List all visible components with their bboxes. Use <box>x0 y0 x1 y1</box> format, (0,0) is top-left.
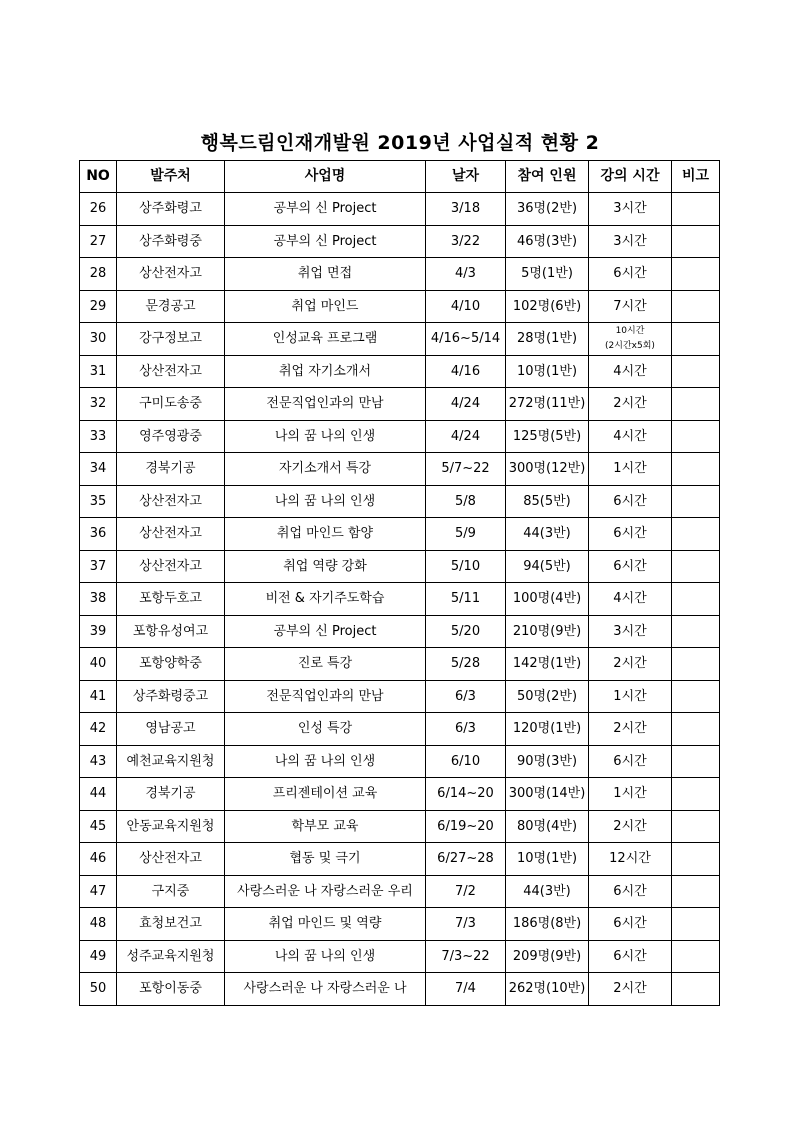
cell-participants: 44(3반) <box>506 875 589 908</box>
cell-participants: 46명(3반) <box>506 225 589 258</box>
table-row <box>80 355 720 388</box>
cell-client: 포항두호고 <box>117 583 225 616</box>
table-row <box>80 453 720 486</box>
cell-note <box>672 810 720 843</box>
cell-hours: 6시간 <box>589 550 672 583</box>
cell-note <box>672 745 720 778</box>
cell-participants: 80명(4반) <box>506 810 589 843</box>
cell-date: 6/27~28 <box>426 843 506 876</box>
cell-date: 7/3 <box>426 908 506 941</box>
cell-hours: 6시간 <box>589 258 672 291</box>
cell-participants: 36명(2반) <box>506 193 589 226</box>
cell-hours: 7시간 <box>589 290 672 323</box>
cell-project: 전문직업인과의 만남 <box>225 388 426 421</box>
cell-client: 경북기공 <box>117 453 225 486</box>
cell-participants: 125명(5반) <box>506 420 589 453</box>
hours-detail: (2시간x5회) <box>605 340 655 351</box>
cell-note <box>672 778 720 811</box>
cell-note <box>672 225 720 258</box>
cell-project: 공부의 신 Project <box>225 193 426 226</box>
cell-note <box>672 680 720 713</box>
header-client: 발주처 <box>117 161 225 193</box>
cell-client: 상산전자고 <box>117 550 225 583</box>
cell-client: 문경공고 <box>117 290 225 323</box>
cell-participants: 120명(1반) <box>506 713 589 746</box>
cell-participants: 186명(8반) <box>506 908 589 941</box>
cell-project: 취업 마인드 <box>225 290 426 323</box>
table-row <box>80 778 720 811</box>
cell-hours: 2시간 <box>589 973 672 1006</box>
cell-no: 42 <box>80 713 117 746</box>
cell-hours: 6시간 <box>589 940 672 973</box>
cell-project: 프리젠테이션 교육 <box>225 778 426 811</box>
cell-project: 인성 특강 <box>225 713 426 746</box>
table-row <box>80 810 720 843</box>
cell-hours: 3시간 <box>589 225 672 258</box>
cell-note <box>672 518 720 551</box>
cell-project: 나의 꿈 나의 인생 <box>225 420 426 453</box>
cell-note <box>672 908 720 941</box>
table-row <box>80 550 720 583</box>
cell-participants: 44(3반) <box>506 518 589 551</box>
hours-main: 10시간 <box>615 325 645 336</box>
cell-note <box>672 615 720 648</box>
cell-no: 28 <box>80 258 117 291</box>
cell-note <box>672 875 720 908</box>
cell-no: 50 <box>80 973 117 1006</box>
cell-no: 33 <box>80 420 117 453</box>
cell-no: 27 <box>80 225 117 258</box>
cell-date: 6/14~20 <box>426 778 506 811</box>
cell-client: 효청보건고 <box>117 908 225 941</box>
cell-hours: 4시간 <box>589 355 672 388</box>
cell-project: 자기소개서 특강 <box>225 453 426 486</box>
header-no: NO <box>80 161 117 193</box>
cell-date: 7/3~22 <box>426 940 506 973</box>
cell-no: 35 <box>80 485 117 518</box>
cell-date: 4/24 <box>426 388 506 421</box>
table-row <box>80 583 720 616</box>
cell-participants: 142명(1반) <box>506 648 589 681</box>
cell-hours: 4시간 <box>589 583 672 616</box>
cell-participants: 90명(3반) <box>506 745 589 778</box>
cell-note <box>672 843 720 876</box>
cell-date: 5/10 <box>426 550 506 583</box>
cell-project: 나의 꿈 나의 인생 <box>225 940 426 973</box>
cell-hours: 1시간 <box>589 453 672 486</box>
table-row <box>80 388 720 421</box>
cell-project: 진로 특강 <box>225 648 426 681</box>
cell-project: 나의 꿈 나의 인생 <box>225 485 426 518</box>
cell-client: 상주화령중고 <box>117 680 225 713</box>
cell-note <box>672 388 720 421</box>
table-row <box>80 193 720 226</box>
cell-no: 44 <box>80 778 117 811</box>
cell-note <box>672 323 720 356</box>
cell-no: 34 <box>80 453 117 486</box>
cell-client: 예천교육지원청 <box>117 745 225 778</box>
cell-no: 30 <box>80 323 117 356</box>
cell-note <box>672 355 720 388</box>
header-row <box>80 161 720 193</box>
table-row <box>80 485 720 518</box>
cell-client: 상산전자고 <box>117 843 225 876</box>
cell-no: 40 <box>80 648 117 681</box>
cell-project: 인성교육 프로그램 <box>225 323 426 356</box>
cell-no: 41 <box>80 680 117 713</box>
cell-client: 상산전자고 <box>117 485 225 518</box>
cell-project: 나의 꿈 나의 인생 <box>225 745 426 778</box>
cell-hours: 1시간 <box>589 680 672 713</box>
cell-client: 구지중 <box>117 875 225 908</box>
cell-date: 4/16~5/14 <box>426 323 506 356</box>
table-row <box>80 420 720 453</box>
cell-participants: 85(5반) <box>506 485 589 518</box>
cell-note <box>672 485 720 518</box>
table-row <box>80 258 720 291</box>
cell-no: 32 <box>80 388 117 421</box>
cell-participants: 5명(1반) <box>506 258 589 291</box>
cell-client: 강구정보고 <box>117 323 225 356</box>
cell-date: 5/20 <box>426 615 506 648</box>
cell-hours: 4시간 <box>589 420 672 453</box>
cell-project: 공부의 신 Project <box>225 615 426 648</box>
table-row <box>80 518 720 551</box>
cell-date: 5/28 <box>426 648 506 681</box>
cell-note <box>672 648 720 681</box>
cell-hours: 3시간 <box>589 615 672 648</box>
cell-hours: 6시간 <box>589 745 672 778</box>
table-row <box>80 875 720 908</box>
cell-participants: 28명(1반) <box>506 323 589 356</box>
performance-table <box>79 160 720 1006</box>
cell-hours <box>589 323 672 356</box>
cell-participants: 10명(1반) <box>506 843 589 876</box>
cell-project: 취업 자기소개서 <box>225 355 426 388</box>
cell-hours: 3시간 <box>589 193 672 226</box>
cell-hours: 6시간 <box>589 908 672 941</box>
cell-date: 4/16 <box>426 355 506 388</box>
cell-date: 4/3 <box>426 258 506 291</box>
cell-no: 47 <box>80 875 117 908</box>
cell-participants: 262명(10반) <box>506 973 589 1006</box>
cell-no: 49 <box>80 940 117 973</box>
cell-participants: 50명(2반) <box>506 680 589 713</box>
cell-client: 포항양학중 <box>117 648 225 681</box>
table-row <box>80 225 720 258</box>
header-participants: 참여 인원 <box>506 161 589 193</box>
header-date: 날자 <box>426 161 506 193</box>
cell-client: 성주교육지원청 <box>117 940 225 973</box>
table-row <box>80 680 720 713</box>
table-row <box>80 323 720 356</box>
cell-project: 취업 면접 <box>225 258 426 291</box>
table-row <box>80 908 720 941</box>
table-row <box>80 615 720 648</box>
cell-project: 학부모 교육 <box>225 810 426 843</box>
cell-client: 구미도송중 <box>117 388 225 421</box>
table-row <box>80 745 720 778</box>
cell-no: 48 <box>80 908 117 941</box>
cell-no: 26 <box>80 193 117 226</box>
cell-hours: 2시간 <box>589 810 672 843</box>
table-row <box>80 940 720 973</box>
cell-note <box>672 713 720 746</box>
cell-note <box>672 453 720 486</box>
cell-no: 46 <box>80 843 117 876</box>
table-row <box>80 713 720 746</box>
cell-project: 사랑스러운 나 자랑스러운 우리 <box>225 875 426 908</box>
cell-participants: 300명(14반) <box>506 778 589 811</box>
cell-hours: 2시간 <box>589 388 672 421</box>
cell-project: 취업 마인드 함양 <box>225 518 426 551</box>
cell-participants: 10명(1반) <box>506 355 589 388</box>
cell-client: 상산전자고 <box>117 518 225 551</box>
cell-date: 5/7~22 <box>426 453 506 486</box>
cell-date: 6/19~20 <box>426 810 506 843</box>
table-row <box>80 973 720 1006</box>
cell-date: 6/10 <box>426 745 506 778</box>
cell-project: 협동 및 극기 <box>225 843 426 876</box>
cell-date: 7/4 <box>426 973 506 1006</box>
cell-client: 영남공고 <box>117 713 225 746</box>
cell-note <box>672 258 720 291</box>
cell-date: 3/18 <box>426 193 506 226</box>
cell-project: 전문직업인과의 만남 <box>225 680 426 713</box>
cell-hours: 12시간 <box>589 843 672 876</box>
cell-project: 비전 & 자기주도학습 <box>225 583 426 616</box>
cell-project: 공부의 신 Project <box>225 225 426 258</box>
cell-participants: 300명(12반) <box>506 453 589 486</box>
cell-client: 포항이동중 <box>117 973 225 1006</box>
cell-note <box>672 973 720 1006</box>
cell-no: 36 <box>80 518 117 551</box>
cell-client: 안동교육지원청 <box>117 810 225 843</box>
cell-participants: 94(5반) <box>506 550 589 583</box>
cell-client: 상주화령고 <box>117 193 225 226</box>
cell-note <box>672 550 720 583</box>
cell-project: 취업 역량 강화 <box>225 550 426 583</box>
cell-no: 39 <box>80 615 117 648</box>
cell-participants: 209명(9반) <box>506 940 589 973</box>
cell-project: 사랑스러운 나 자랑스러운 나 <box>225 973 426 1006</box>
cell-client: 상산전자고 <box>117 355 225 388</box>
cell-note <box>672 420 720 453</box>
table-row <box>80 648 720 681</box>
cell-date: 4/24 <box>426 420 506 453</box>
cell-hours: 2시간 <box>589 648 672 681</box>
cell-hours: 1시간 <box>589 778 672 811</box>
cell-client: 포항유성여고 <box>117 615 225 648</box>
page-title: 행복드림인재개발원 2019년 사업실적 현황 2 <box>200 132 600 154</box>
cell-hours: 2시간 <box>589 713 672 746</box>
cell-hours: 6시간 <box>589 485 672 518</box>
cell-no: 37 <box>80 550 117 583</box>
cell-participants: 210명(9반) <box>506 615 589 648</box>
cell-client: 상주화령중 <box>117 225 225 258</box>
cell-no: 31 <box>80 355 117 388</box>
header-hours: 강의 시간 <box>589 161 672 193</box>
cell-participants: 102명(6반) <box>506 290 589 323</box>
cell-no: 43 <box>80 745 117 778</box>
cell-no: 29 <box>80 290 117 323</box>
table-row <box>80 290 720 323</box>
cell-client: 영주영광중 <box>117 420 225 453</box>
cell-no: 38 <box>80 583 117 616</box>
cell-date: 5/8 <box>426 485 506 518</box>
header-project: 사업명 <box>225 161 426 193</box>
cell-date: 4/10 <box>426 290 506 323</box>
cell-hours: 6시간 <box>589 875 672 908</box>
cell-date: 3/22 <box>426 225 506 258</box>
cell-date: 6/3 <box>426 713 506 746</box>
cell-client: 경북기공 <box>117 778 225 811</box>
cell-no: 45 <box>80 810 117 843</box>
cell-project: 취업 마인드 및 역량 <box>225 908 426 941</box>
cell-note <box>672 193 720 226</box>
header-note: 비고 <box>672 161 720 193</box>
cell-client: 상산전자고 <box>117 258 225 291</box>
table-row <box>80 843 720 876</box>
cell-note <box>672 583 720 616</box>
cell-date: 7/2 <box>426 875 506 908</box>
cell-date: 5/11 <box>426 583 506 616</box>
cell-note <box>672 290 720 323</box>
cell-date: 5/9 <box>426 518 506 551</box>
cell-participants: 100명(4반) <box>506 583 589 616</box>
cell-participants: 272명(11반) <box>506 388 589 421</box>
cell-hours: 6시간 <box>589 518 672 551</box>
cell-note <box>672 940 720 973</box>
cell-date: 6/3 <box>426 680 506 713</box>
